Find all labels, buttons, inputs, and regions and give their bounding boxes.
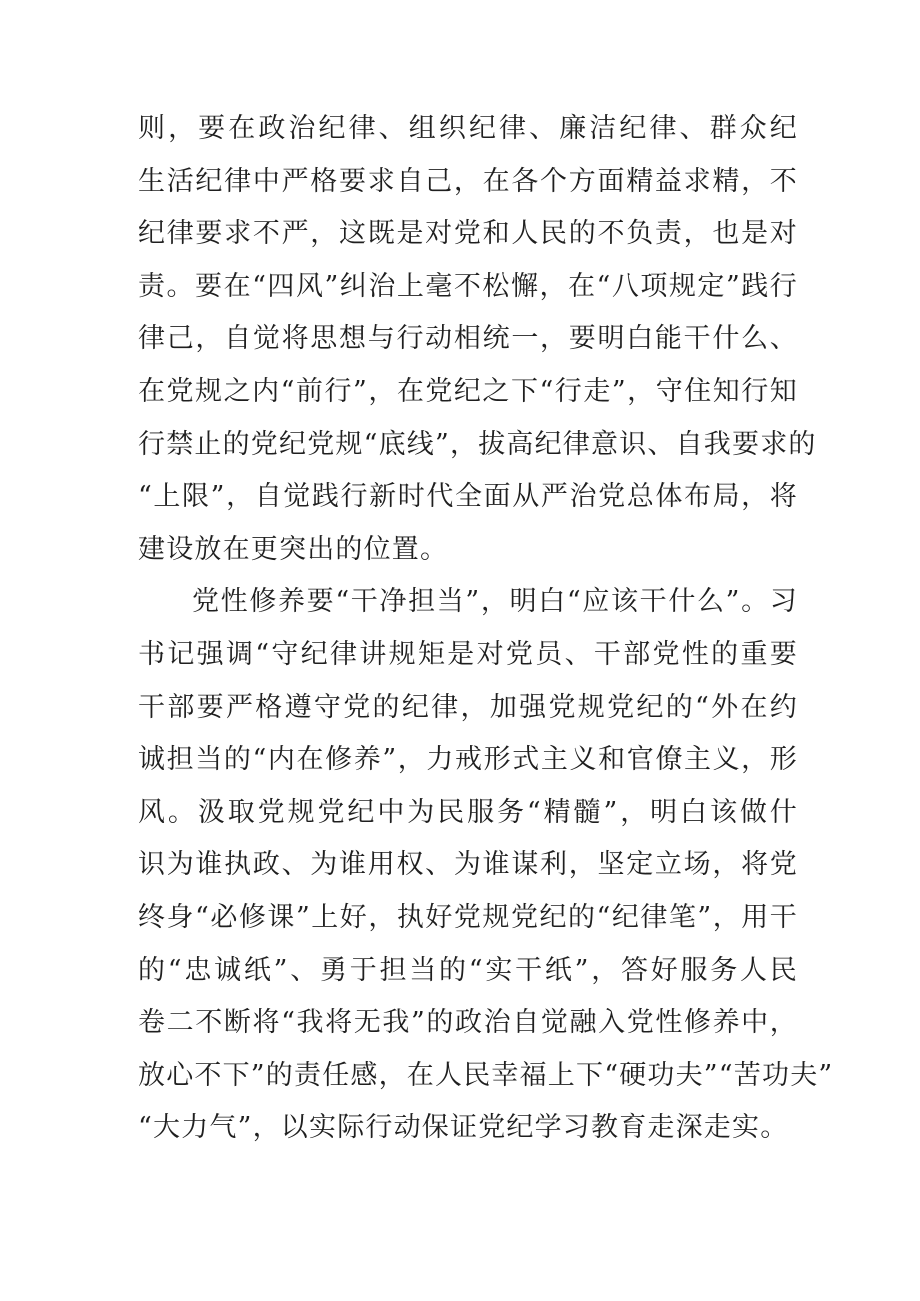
paragraph-line: 书记强调“守纪律讲规矩是对党员、干部党性的重要 xyxy=(138,638,798,670)
paragraph-line: 党性修养要“干净担当”，明白“应该干什么”。习 xyxy=(192,586,798,618)
paragraph-line: 纪律要求不严，这既是对党和人民的不负责，也是对 xyxy=(138,218,798,250)
paragraph-line: 识为谁执政、为谁用权、为谁谋利，坚定立场，将党 xyxy=(138,849,798,881)
paragraph-line: 建设放在更突出的位置。 xyxy=(138,533,449,565)
paragraph-line: “大力气”，以实际行动保证党纪学习教育走深走实。 xyxy=(138,1112,789,1144)
paragraph-line: 律己，自觉将思想与行动相统一，要明白能干什么、 xyxy=(138,323,798,355)
paragraph-line: “上限”，自觉践行新时代全面从严治党总体布局，将 xyxy=(138,481,798,513)
document-body xyxy=(138,103,834,1155)
paragraph-line: 在党规之内“前行”，在党纪之下“行走”，守住知行知 xyxy=(138,375,798,407)
paragraph-line: 责。要在“四风”纠治上毫不松懈，在“八项规定”践行 xyxy=(138,270,798,302)
paragraph-line: 卷二不断将“我将无我”的政治自觉融入党性修养中， xyxy=(138,1007,798,1039)
paragraph-line: 行禁止的党纪党规“底线”，拔高纪律意识、自我要求的 xyxy=(138,428,817,460)
paragraph-discipline xyxy=(138,103,817,576)
paragraph-line: 终身“必修课”上好，执好党规党纪的“纪律笔”，用干 xyxy=(138,901,798,933)
paragraph-line: 的“忠诚纸”、勇于担当的“实干纸”，答好服务人民 xyxy=(138,954,798,986)
paragraph-party-spirit xyxy=(138,576,834,1155)
paragraph-line: 诚担当的“内在修养”，力戒形式主义和官僚主义，形 xyxy=(138,744,798,776)
paragraph-line: 放心不下”的责任感，在人民幸福上下“硬功夫”“苦功夫” xyxy=(138,1059,834,1091)
paragraph-line: 风。汲取党规党纪中为民服务“精髓”，明白该做什 xyxy=(138,796,798,828)
paragraph-line: 生活纪律中严格要求自己，在各个方面精益求精，不 xyxy=(138,165,798,197)
paragraph-line: 则，要在政治纪律、组织纪律、廉洁纪律、群众纪 xyxy=(138,113,798,144)
paragraph-line: 干部要严格遵守党的纪律，加强党规党纪的“外在约 xyxy=(138,691,798,723)
